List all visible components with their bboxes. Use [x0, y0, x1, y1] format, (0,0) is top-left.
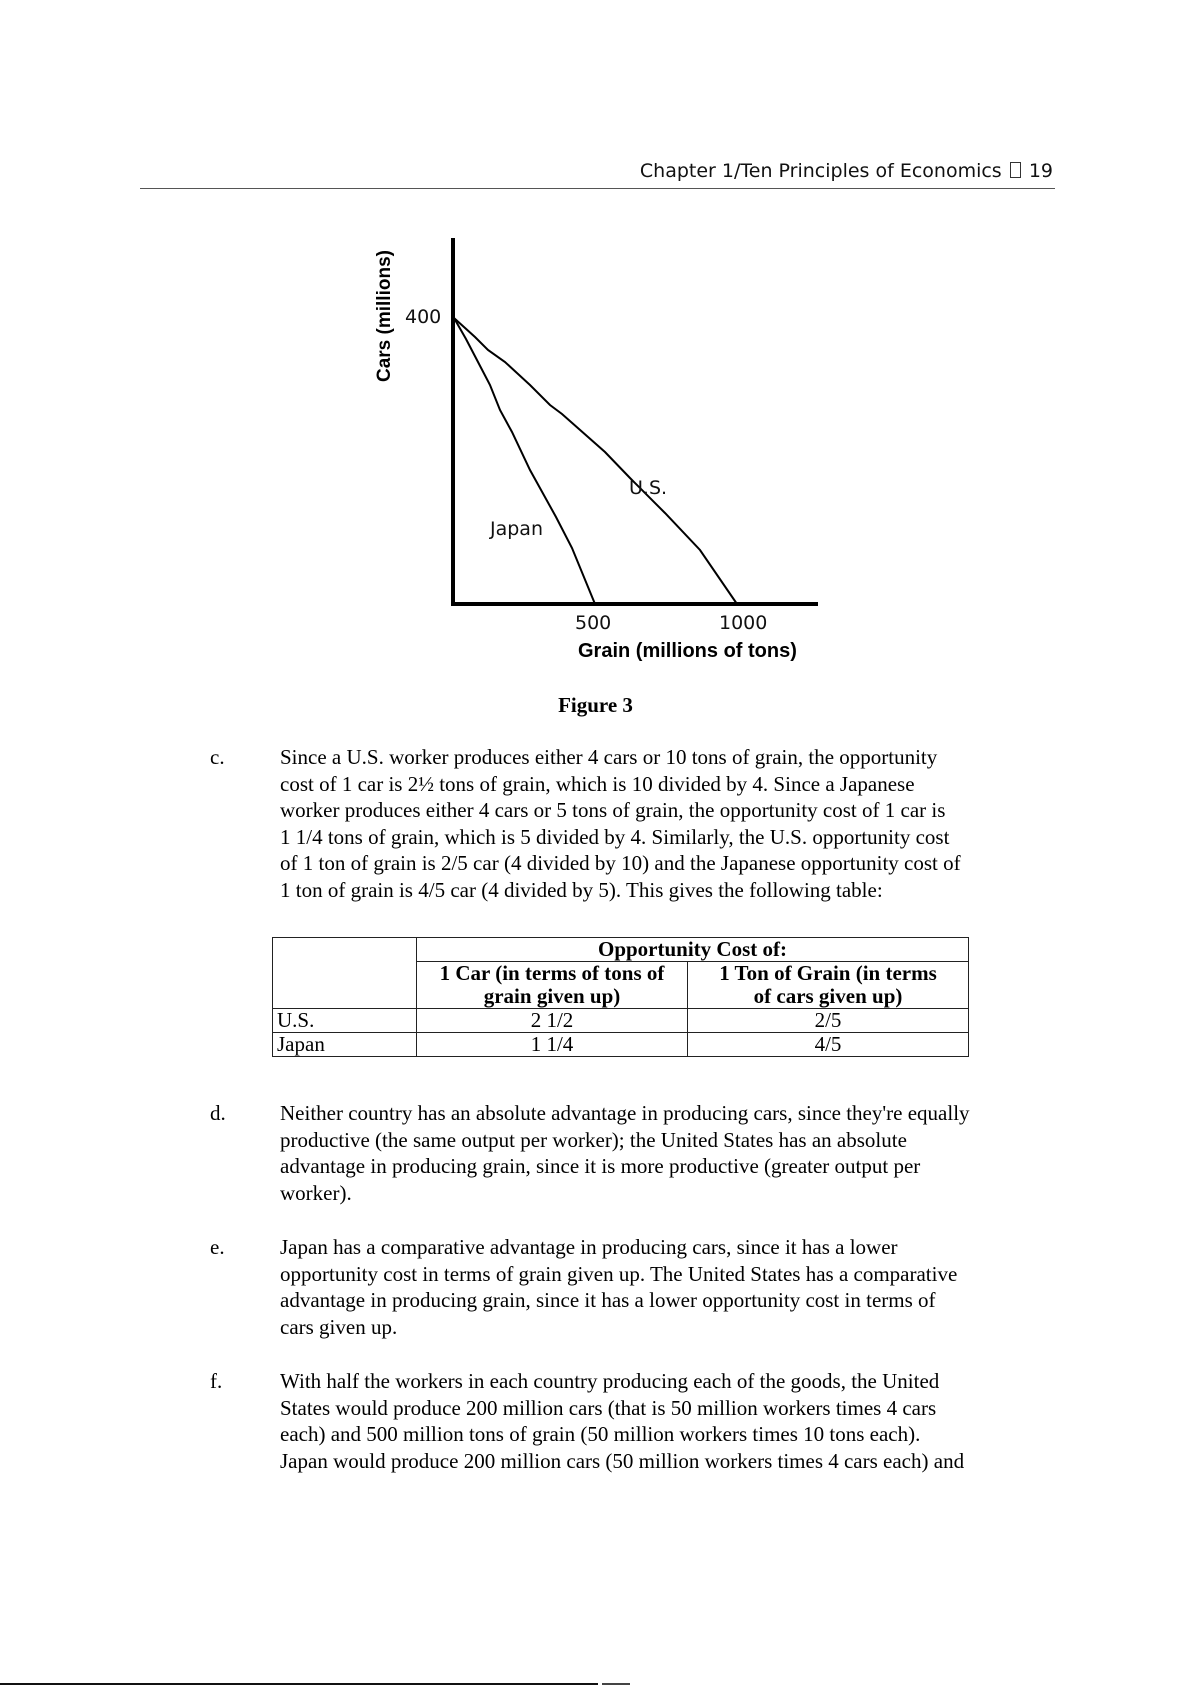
text-line: 1 ton of grain is 4/5 car (4 divided by 5). This gives the following table:	[280, 877, 883, 902]
text-line: of 1 ton of grain is 2/5 car (4 divided by 10) and the Japanese opportunity cost of	[280, 851, 961, 875]
text-line: opportunity cost in terms of grain given up. The United States has a comparative	[280, 1261, 958, 1286]
item-body	[280, 1100, 1070, 1206]
text-line: States would produce 200 million cars (that is 50 million workers times 4 cars	[280, 1395, 937, 1420]
table-row	[273, 1033, 969, 1057]
column-header-car	[417, 962, 688, 1009]
item-marker: c.	[210, 745, 225, 769]
x-tick-500: 500	[575, 612, 612, 634]
grain-cost-cell: 2/5	[688, 1009, 969, 1033]
header-line: 1 Ton of Grain (in terms	[719, 961, 937, 985]
x-axis-label: Grain (millions of tons)	[578, 640, 797, 662]
text-line: Neither country has an absolute advantage in producing cars, since they're equally	[280, 1101, 970, 1125]
x-tick-1000: 1000	[719, 612, 768, 634]
text-line: worker produces either 4 cars or 5 tons of grain, the opportunity cost of 1 car is	[280, 798, 946, 822]
header-line: of cars given up)	[753, 984, 903, 1008]
item-body	[280, 744, 1070, 903]
car-cost-cell: 1 1/4	[417, 1033, 688, 1057]
japan-ppf-line	[454, 318, 595, 604]
header-line: grain given up)	[483, 984, 621, 1008]
text-line: cost of 1 car is 2½ tons of grain, which is 10 divided by 4. Since a Japanese	[280, 771, 915, 796]
text-line: With half the workers in each country producing each of the goods, the United	[280, 1369, 940, 1393]
text-line: worker).	[280, 1180, 352, 1205]
item-body	[280, 1368, 1070, 1474]
text-line: each) and 500 million tons of grain (50 million workers times 10 tons each).	[280, 1422, 921, 1446]
page-number: 19	[1028, 160, 1053, 182]
japan-series-label: Japan	[490, 518, 543, 540]
us-series-label: U.S.	[629, 477, 668, 499]
text-line: advantage in producing grain, since it is more productive (greater output per	[280, 1154, 921, 1178]
item-marker: e.	[210, 1235, 225, 1259]
group-header: Opportunity Cost of:	[417, 938, 969, 962]
table-header-row	[273, 938, 969, 962]
column-header-grain	[688, 962, 969, 1009]
us-ppf-line	[454, 318, 737, 604]
text-line: Japan would produce 200 million cars (50 million workers times 4 cars each) and	[280, 1448, 965, 1473]
opportunity-cost-table	[272, 937, 969, 1057]
car-cost-cell: 2 1/2	[417, 1009, 688, 1033]
table-row	[273, 1009, 969, 1033]
chapter-title: Chapter 1/Ten Principles of Economics	[639, 160, 1002, 182]
ppf-chart	[0, 0, 1191, 700]
text-line: 1 1/4 tons of grain, which is 5 divided by 4. Similarly, the U.S. opportunity cost	[280, 824, 950, 849]
country-cell: U.S.	[273, 1009, 417, 1033]
text-line: advantage in producing grain, since it has a lower opportunity cost in terms of	[280, 1288, 936, 1312]
header-line: 1 Car (in terms of tons of	[439, 961, 665, 985]
figure-caption: Figure 3	[558, 693, 633, 717]
text-line: Since a U.S. worker produces either 4 cars or 10 tons of grain, the opportunity	[280, 745, 938, 769]
text-line: cars given up.	[280, 1314, 398, 1339]
item-marker: d.	[210, 1101, 226, 1125]
item-marker: f.	[210, 1369, 223, 1393]
item-body	[280, 1234, 1070, 1340]
country-cell: Japan	[273, 1033, 417, 1057]
empty-corner-cell	[273, 938, 417, 1009]
text-line: Japan has a comparative advantage in producing cars, since it has a lower	[280, 1235, 898, 1259]
grain-cost-cell: 4/5	[688, 1033, 969, 1057]
y-axis-label: Cars (millions)	[374, 250, 395, 382]
y-tick-400: 400	[405, 306, 442, 328]
text-line: productive (the same output per worker); the United States has an absolute	[280, 1127, 907, 1152]
